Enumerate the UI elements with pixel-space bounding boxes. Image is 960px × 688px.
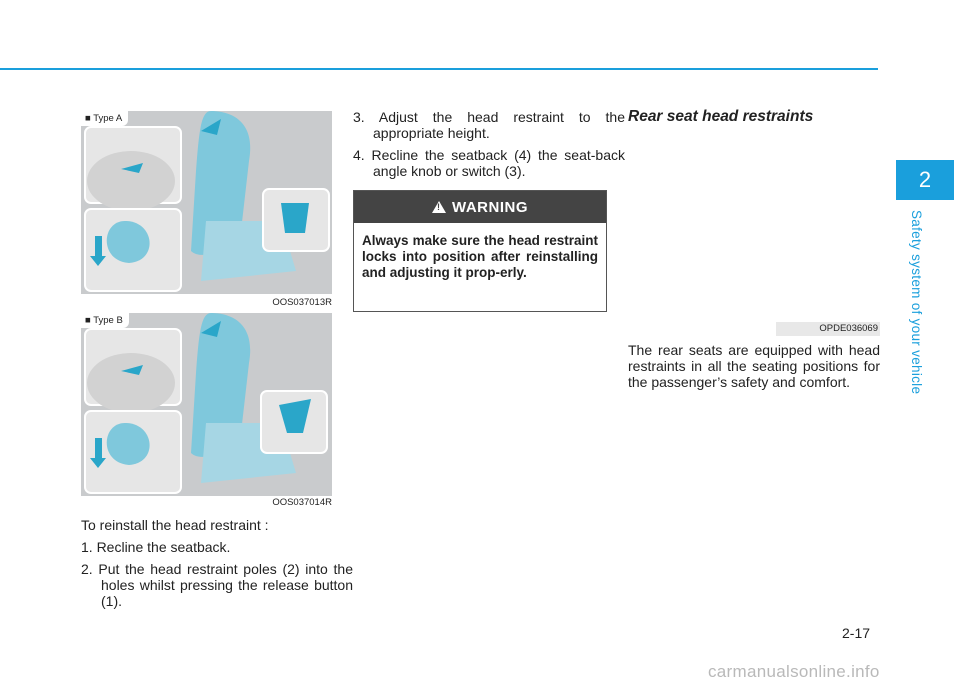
- chapter-number: 2: [918, 167, 932, 192]
- reinstall-intro: To reinstall the head restraint :: [81, 517, 269, 533]
- warning-icon: [432, 201, 446, 213]
- seat-illustration-a: [81, 111, 332, 294]
- warning-header: [354, 191, 606, 223]
- step-1: 1. Recline the seatback.: [81, 539, 231, 555]
- figure-type-b-label: ■ Type B: [81, 313, 129, 328]
- chapter-tab: [896, 160, 954, 200]
- warning-title: WARNING: [452, 198, 528, 216]
- rear-body: The rear seats are equipped with head restraints in all the seating positions for the passenger’s safety and comfort.: [628, 342, 880, 390]
- page-number: 2-17: [842, 625, 871, 641]
- figure-type-b-code: OOS037014R: [272, 497, 332, 508]
- watermark: carmanualsonline.info: [708, 662, 880, 681]
- step-2: 2. Put the head restraint poles (2) into the holes whilst pressing the release button (1).: [81, 561, 353, 609]
- chapter-side-title: [904, 210, 924, 410]
- chapter-title: Safety system of your vehicle: [909, 210, 924, 395]
- header-rule: [0, 68, 878, 70]
- figure-type-a-code: OOS037013R: [272, 297, 332, 308]
- figure-type-a: [81, 111, 332, 294]
- warning-body: Always make sure the head restraint locks into position after reinstalling and adjusting it prop-erly.: [362, 233, 598, 280]
- figure-type-a-label: ■ Type A: [81, 111, 128, 126]
- rear-heading: Rear seat head restraints: [628, 108, 814, 125]
- figure-type-b: [81, 313, 332, 496]
- rear-figure-code: OPDE036069: [776, 322, 880, 336]
- step-3: 3. Adjust the head restraint to the appropriate height.: [353, 109, 625, 141]
- seat-illustration-b: [81, 313, 332, 496]
- warning-box: [353, 190, 607, 312]
- step-4: 4. Recline the seatback (4) the seat-back angle knob or switch (3).: [353, 147, 625, 179]
